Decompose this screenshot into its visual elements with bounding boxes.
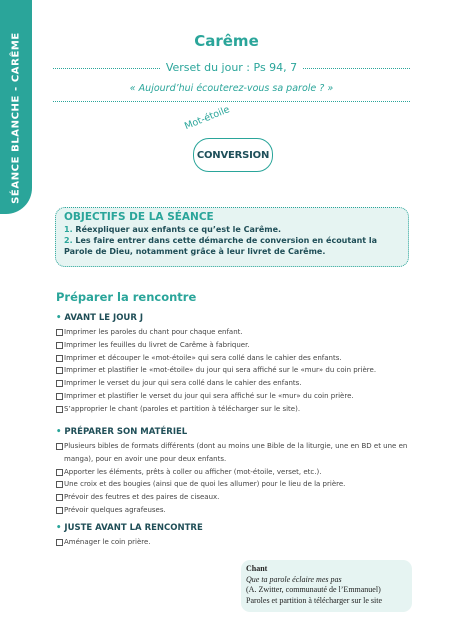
verse-box	[53, 61, 410, 102]
subsection-heading: • PRÉPARER SON MATÉRIEL	[56, 427, 188, 437]
checkbox-icon	[56, 469, 63, 476]
checklist-item: S’approprier le chant (paroles et partition à télécharger sur le site).	[56, 403, 416, 416]
checklist-item: Aménager le coin prière.	[56, 536, 416, 549]
checklist-item: Imprimer le verset du jour qui sera collé dans le cahier des enfants.	[56, 377, 416, 390]
objectives-box	[55, 207, 409, 267]
checklist-item: Imprimer et plastifier le «mot-étoile» du jour qui sera affiché sur le «mur» du coin prière.	[56, 364, 416, 377]
checklist	[56, 326, 416, 416]
checklist-item: Prévoir des feutres et des paires de ciseaux.	[56, 491, 416, 504]
checklist-item: Apporter les éléments, prêts à coller ou afficher (mot-étoile, verset, etc.).	[56, 466, 416, 479]
checklist-item: Une croix et des bougies (ainsi que de quoi les allumer) pour le lieu de la prière.	[56, 478, 416, 491]
objective-number: 1.	[64, 225, 73, 234]
word-pill	[193, 138, 273, 172]
subsection-heading-text: JUSTE AVANT LA RENCONTRE	[64, 523, 203, 533]
chant-label: Chant	[246, 564, 268, 573]
checklist-item: Imprimer et découper le «mot-étoile» qui sera collé dans le cahier des enfants.	[56, 352, 416, 365]
checkbox-icon	[56, 393, 63, 400]
checkbox-icon	[56, 367, 63, 374]
checklist-item: Imprimer et plastifier le verset du jour qui sera affiché sur le «mur» du coin prière.	[56, 390, 416, 403]
checkbox-icon	[56, 507, 63, 514]
checkbox-icon	[56, 406, 63, 413]
prepare-title: Préparer la rencontre	[56, 290, 197, 304]
checklist-item: Imprimer les feuilles du livret de Carême à fabriquer.	[56, 339, 416, 352]
verse-quote: « Aujourd’hui écouterez-vous sa parole ? »	[129, 83, 334, 94]
checkbox-icon	[56, 481, 63, 488]
chant-title: Que ta parole éclaire mes pas	[246, 574, 342, 584]
chant-note: Paroles et partition à télécharger sur le site	[246, 595, 383, 605]
side-tab-label: SÉANCE BLANCHE - CARÊME	[10, 32, 22, 204]
checkbox-icon	[56, 539, 63, 546]
subsection-heading-text: AVANT LE JOUR J	[64, 313, 143, 323]
word-star-label: Mot-étoile	[183, 104, 232, 133]
objective-item	[64, 224, 400, 235]
checkbox-icon	[56, 443, 63, 450]
word-of-day: CONVERSION	[196, 149, 270, 161]
objective-item	[64, 235, 400, 257]
verse-reference: Verset du jour : Ps 94, 7	[160, 61, 303, 74]
checkbox-icon	[56, 355, 63, 362]
subsection-heading: • JUSTE AVANT LA RENCONTRE	[56, 523, 203, 533]
checklist-item: Prévoir quelques agrafeuses.	[56, 504, 416, 517]
checklist-item: Imprimer les paroles du chant pour chaque enfant.	[56, 326, 416, 339]
chant-author: (A. Zwitter, communauté de l’Emmanuel)	[246, 585, 381, 594]
subsection-heading-text: PRÉPARER SON MATÉRIEL	[64, 427, 188, 437]
checkbox-icon	[56, 380, 63, 387]
objectives-title: OBJECTIFS DE LA SÉANCE	[64, 211, 214, 223]
chant-box	[241, 560, 412, 612]
checklist	[56, 440, 416, 517]
subsection-heading: • AVANT LE JOUR J	[56, 313, 143, 323]
checklist	[56, 536, 416, 549]
checkbox-icon	[56, 494, 63, 501]
page-title: Carême	[194, 32, 259, 50]
objective-text: Réexpliquer aux enfants ce qu’est le Carême.	[75, 225, 282, 234]
checklist-item: Plusieurs bibles de formats différents (dont au moins une Bible de la liturgie, une en BD et une en manga), pour en avoir une pour deux enfants.	[56, 440, 416, 466]
checkbox-icon	[56, 342, 63, 349]
objective-number: 2.	[64, 236, 73, 245]
objective-text: Les faire entrer dans cette démarche de conversion en écoutant la Parole de Dieu, notamment grâce à leur livret de Carême.	[64, 236, 378, 256]
checkbox-icon	[56, 329, 63, 336]
